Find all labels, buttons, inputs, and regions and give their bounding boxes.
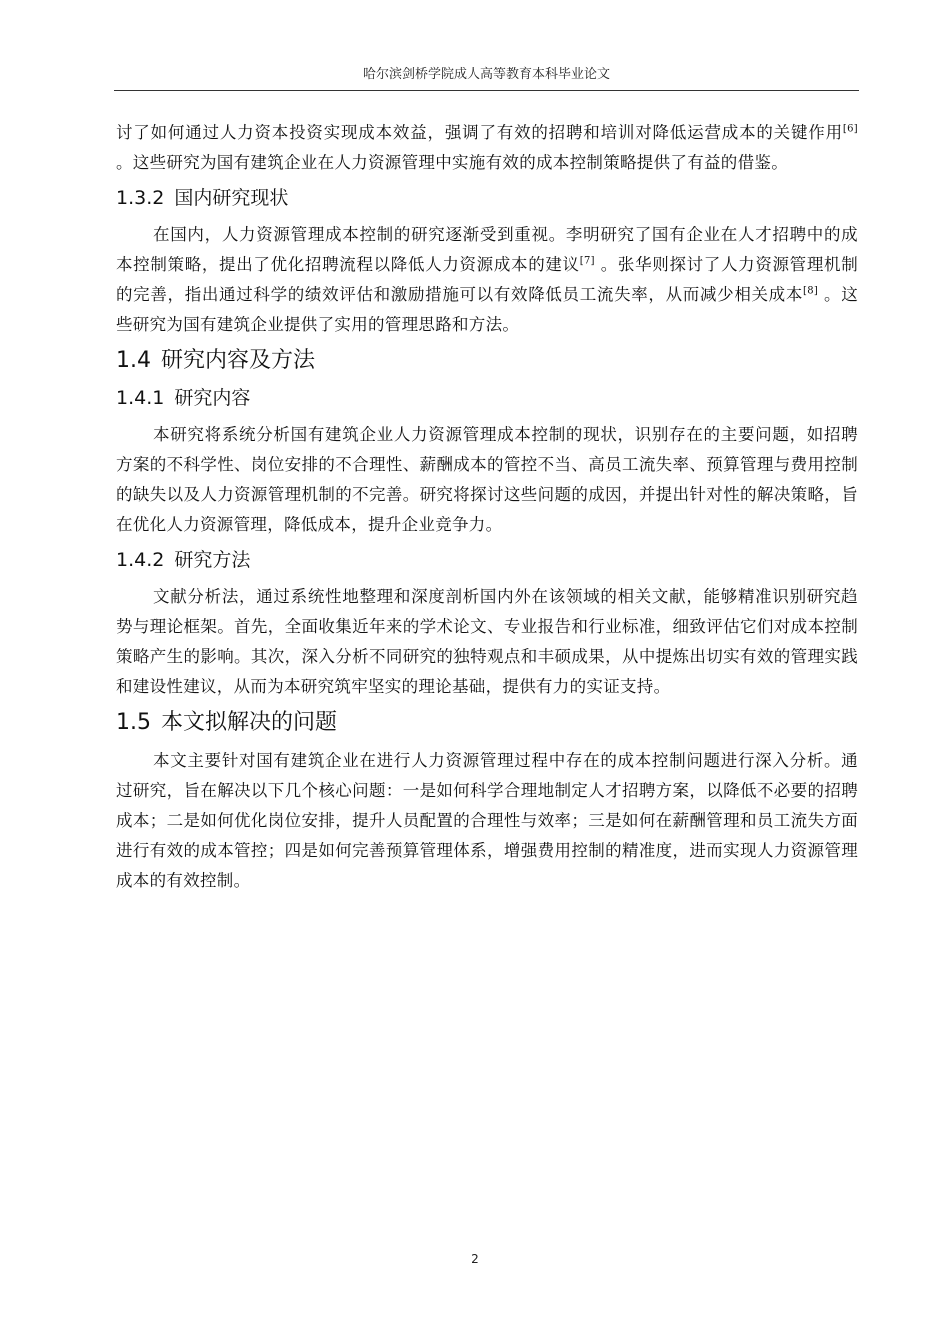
paragraph-domestic-research (116, 220, 858, 340)
section-title: 研究内容 (174, 387, 251, 409)
section-title: 研究方法 (174, 549, 251, 571)
section-title: 研究内容及方法 (161, 348, 316, 373)
section-number: 1.4.2 (116, 549, 165, 571)
section-number: 1.4.1 (116, 387, 165, 409)
citation-ref[interactable]: [8] (803, 285, 819, 297)
paragraph-text: 。张华则探讨了人力资源管理机制的完善，指出通过科学的绩效评估和激励措施可以有效降低员工流失率，从而减少相关成本 (116, 255, 859, 304)
document-body (116, 118, 858, 896)
section-title: 本文拟解决的问题 (161, 710, 338, 735)
paragraph-problems-to-solve: 本文主要针对国有建筑企业在进行人力资源管理过程中存在的成本控制问题进行深入分析。通过研究，旨在解决以下几个核心问题：一是如何科学合理地制定人才招聘方案，以降低不必要的招聘成本；二是如何优化岗位安排，提升人员配置的合理性与效率；三是如何在薪酬管理和员工流失方面进行有效的成本管控；四是如何完善预算管理体系，增强费用控制的精准度，进而实现人力资源管理成本的有效控制。 (116, 751, 858, 890)
paragraph-text: 讨了如何通过人力资本投资实现成本效益，强调了有效的招聘和培训对降低运营成本的关键作用 (116, 123, 843, 142)
section-number: 1.3.2 (116, 187, 165, 209)
paragraph-research-method: 文献分析法，通过系统性地整理和深度剖析国内外在该领域的相关文献，能够精准识别研究趋势与理论框架。首先，全面收集近年来的学术论文、专业报告和行业标准，细致评估它们对成本控制策略产生的影响。其次，深入分析不同研究的独特观点和丰硕成果，从中提炼出切实有效的管理实践和建设性建议，从而为本研究筑牢坚实的理论基础，提供有力的实证支持。 (116, 587, 858, 696)
paragraph-foreign-research-conclusion (116, 118, 858, 178)
paragraph-text: 在国内，人力资源管理成本控制的研究逐渐受到重视。李明研究了国有企业在人才招聘中的成本控制策略，提出了优化招聘流程以降低人力资源成本的建议 (116, 225, 858, 274)
section-number: 1.4 (116, 348, 151, 373)
header-title: 哈尔滨剑桥学院成人高等教育本科毕业论文 (362, 67, 610, 82)
paragraph-text: 。这些研究为国有建筑企业提供了实用的管理思路和方法。 (116, 285, 858, 334)
paragraph-research-content: 本研究将系统分析国有建筑企业人力资源管理成本控制的现状，识别存在的主要问题，如招聘方案的不科学性、岗位安排的不合理性、薪酬成本的管控不当、高员工流失率、预算管理与费用控制的缺失以及人力资源管理机制的不完善。研究将探讨这些问题的成因，并提出针对性的解决策略，旨在优化人力资源管理，降低成本，提升企业竞争力。 (116, 425, 858, 534)
section-heading-1-3-2 (116, 184, 858, 212)
paragraph-text: 。这些研究为国有建筑企业在人力资源管理中实施有效的成本控制策略提供了有益的借鉴。 (116, 153, 788, 172)
citation-ref[interactable]: [7] (579, 255, 595, 267)
citation-ref[interactable]: [6] (842, 123, 858, 135)
page-number: 2 (471, 1252, 479, 1266)
section-number: 1.5 (116, 710, 151, 735)
section-heading-1-4-2 (116, 546, 858, 574)
section-heading-1-4-1 (116, 384, 858, 412)
section-title: 国内研究现状 (174, 187, 289, 209)
page-header (114, 64, 859, 91)
section-heading-1-4 (116, 346, 858, 376)
section-heading-1-5 (116, 708, 858, 738)
